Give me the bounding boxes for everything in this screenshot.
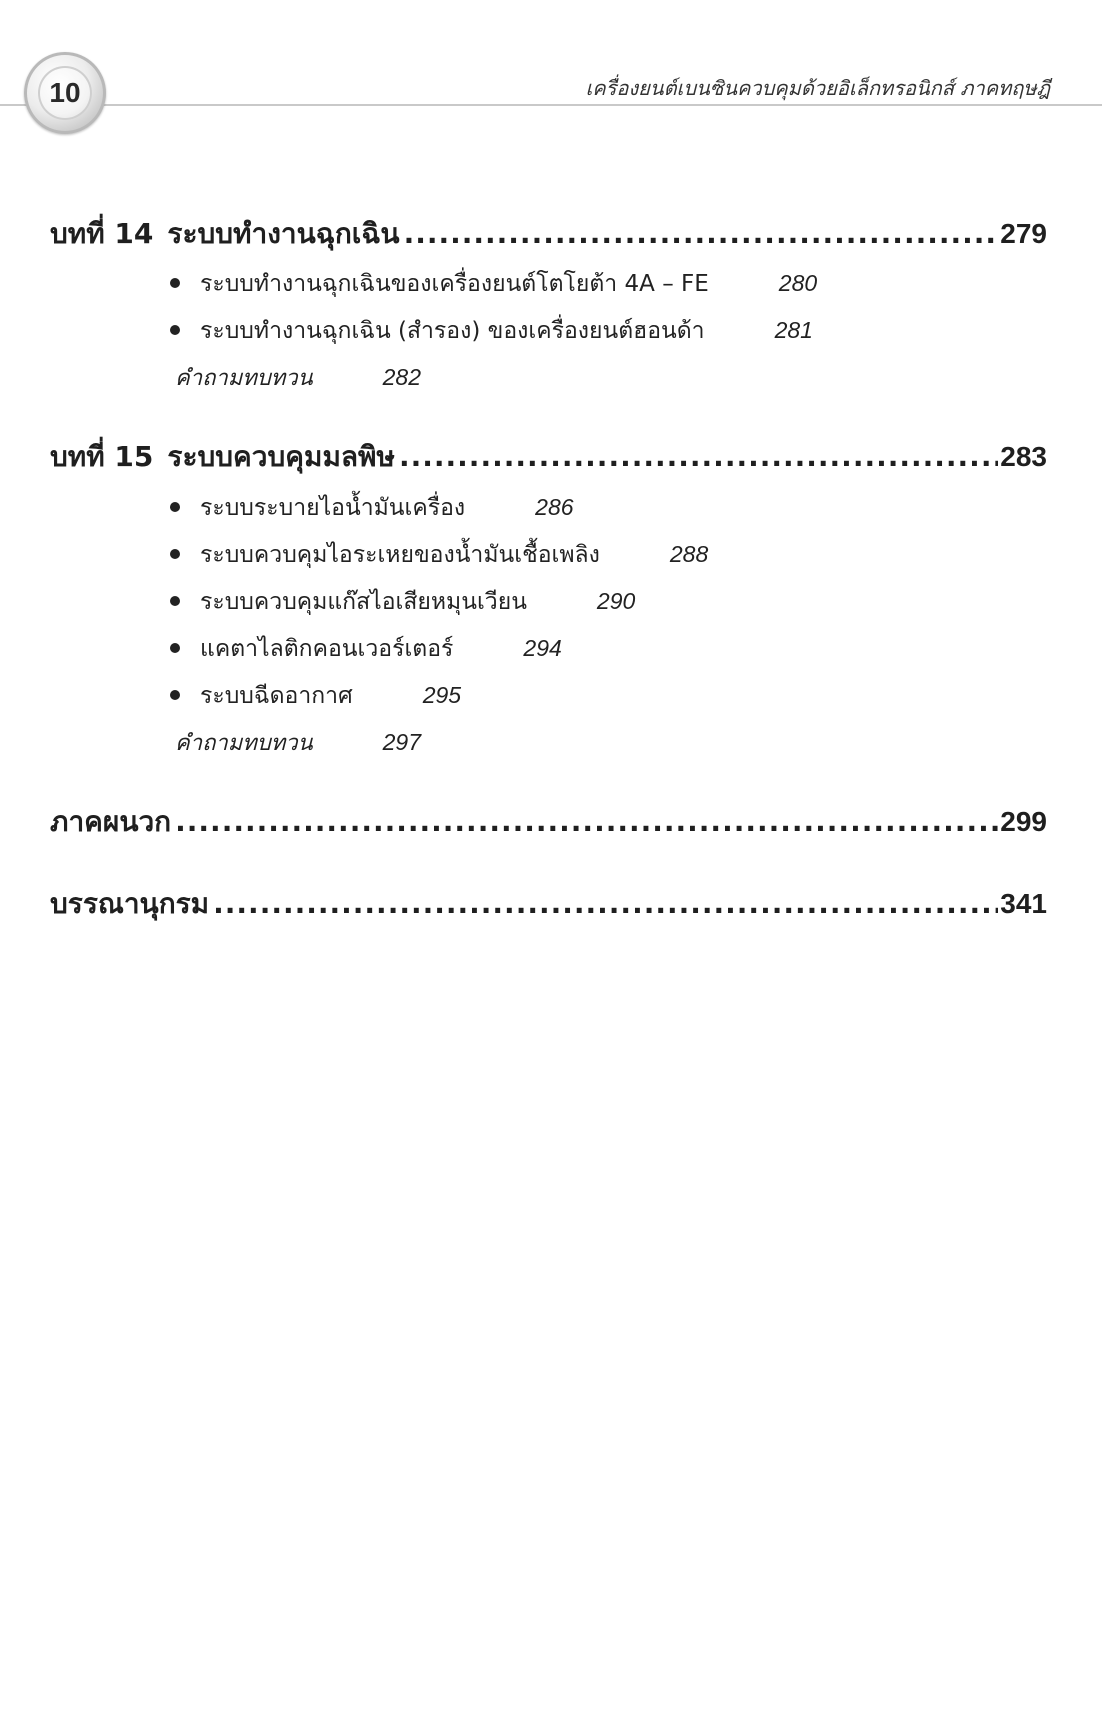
bullet-icon bbox=[170, 549, 180, 559]
chapter-page-number: 279 bbox=[1000, 218, 1047, 249]
toc-review[interactable] bbox=[175, 725, 421, 760]
page-number: 10 bbox=[49, 77, 81, 108]
toc-item-title: ระบบควบคุมแก๊สไอเสียหมุนเวียน bbox=[200, 589, 527, 615]
chapter-page-number: 283 bbox=[1000, 441, 1047, 472]
bullet-icon bbox=[170, 325, 180, 335]
toc-item-title: แคตาไลติกคอนเวอร์เตอร์ bbox=[200, 636, 454, 662]
toc-review-page: 297 bbox=[382, 729, 421, 755]
chapter-label: บทที่ 14 bbox=[50, 217, 154, 250]
toc-item-page: 280 bbox=[778, 270, 818, 296]
toc-item-title: ระบบทำงานฉุกเฉิน (สำรอง) ของเครื่องยนต์ฮอนด้า bbox=[200, 318, 705, 344]
bibliography-page-number: 341 bbox=[1000, 888, 1047, 919]
toc-item-title: ระบบระบายไอน้ำมันเครื่อง bbox=[200, 495, 466, 521]
dot-leader bbox=[404, 217, 999, 250]
appendix-title: ภาคผนวก bbox=[50, 805, 172, 838]
toc-item-title: ระบบฉีดอากาศ bbox=[200, 683, 353, 709]
toc-item-page: 286 bbox=[535, 494, 574, 520]
toc-item-page: 290 bbox=[596, 588, 636, 614]
toc-item-page: 281 bbox=[774, 317, 813, 343]
toc-item[interactable] bbox=[170, 631, 562, 667]
running-title: เครื่องยนต์เบนซินควบคุมด้วยอิเล็กทรอนิกส์ ภาคทฤษฎี bbox=[585, 76, 1050, 100]
toc-item-page: 288 bbox=[669, 541, 709, 567]
dot-leader bbox=[175, 805, 998, 838]
dot-leader bbox=[213, 887, 998, 920]
chapter-title: ระบบควบคุมมลพิษ bbox=[167, 440, 395, 473]
toc-appendix[interactable] bbox=[50, 800, 1047, 844]
toc-item[interactable] bbox=[170, 313, 813, 349]
toc-bibliography[interactable] bbox=[50, 882, 1047, 926]
toc-item-page: 295 bbox=[422, 682, 462, 708]
header-rule bbox=[0, 104, 1102, 106]
toc-item[interactable] bbox=[170, 678, 461, 714]
toc-chapter-15[interactable] bbox=[50, 435, 1047, 479]
toc-item[interactable] bbox=[170, 537, 708, 573]
chapter-title: ระบบทำงานฉุกเฉิน bbox=[167, 217, 400, 250]
toc-item-title: ระบบควบคุมไอระเหยของน้ำมันเชื้อเพลิง bbox=[200, 542, 600, 568]
toc-item[interactable] bbox=[170, 266, 817, 302]
toc-item-page: 294 bbox=[523, 635, 562, 661]
bullet-icon bbox=[170, 690, 180, 700]
toc-review-page: 282 bbox=[382, 364, 421, 390]
toc-chapter-14[interactable] bbox=[50, 212, 1047, 256]
page-number-badge bbox=[24, 52, 106, 134]
bibliography-title: บรรณานุกรม bbox=[50, 887, 210, 920]
toc-item[interactable] bbox=[170, 584, 635, 620]
toc-item[interactable] bbox=[170, 490, 574, 526]
chapter-label: บทที่ 15 bbox=[50, 440, 154, 473]
toc-item-title: ระบบทำงานฉุกเฉินของเครื่องยนต์โตโยต้า 4A – FE bbox=[200, 271, 709, 297]
toc-review-title: คำถามทบทวน bbox=[175, 731, 313, 756]
bullet-icon bbox=[170, 502, 180, 512]
bullet-icon bbox=[170, 278, 180, 288]
bullet-icon bbox=[170, 643, 180, 653]
appendix-page-number: 299 bbox=[1000, 806, 1047, 837]
dot-leader bbox=[399, 440, 998, 473]
toc-review-title: คำถามทบทวน bbox=[175, 366, 313, 391]
toc-review[interactable] bbox=[175, 360, 421, 395]
bullet-icon bbox=[170, 596, 180, 606]
